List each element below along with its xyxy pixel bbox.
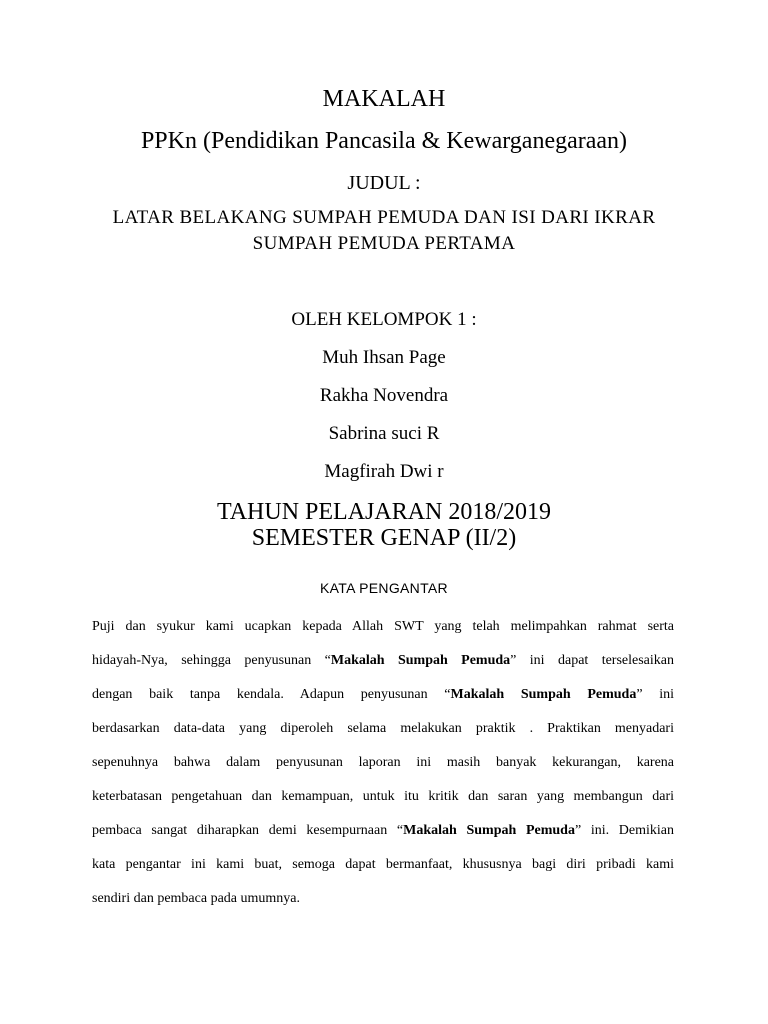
foreword-line: sendiri dan pembaca pada umumnya.: [92, 891, 300, 906]
group-label: OLEH KELOMPOK 1 :: [291, 309, 477, 330]
foreword-bold-text: Makalah Sumpah Pemuda: [403, 823, 575, 838]
academic-year: TAHUN PELAJARAN 2018/2019: [216, 499, 552, 525]
foreword-bold-text: Makalah Sumpah Pemuda: [450, 687, 637, 702]
foreword-line: Puji dan syukur kami ucapkan kepada Allah SWT yang telah melimpahkan rahmat serta: [92, 619, 674, 634]
semester: SEMESTER GENAP (II/2): [251, 525, 517, 551]
document-subject: PPKn (Pendidikan Pancasila & Kewarganegaraan): [140, 128, 628, 154]
foreword-line: berdasarkan data-data yang diperoleh selama melakukan praktik . Praktikan menyadari: [92, 721, 674, 736]
foreword-text: pembaca sangat diharapkan demi kesempurnaan “: [92, 823, 404, 838]
foreword-text: dengan baik tanpa kendala. Adapun penyusunan “: [92, 687, 451, 702]
judul-line: LATAR BELAKANG SUMPAH PEMUDA DAN ISI DARI IKRAR: [112, 207, 656, 228]
document-title: MAKALAH: [322, 86, 446, 112]
judul-label: JUDUL :: [347, 172, 421, 194]
judul-line: SUMPAH PEMUDA PERTAMA: [252, 233, 516, 254]
foreword-text: ” ini dapat terselesaikan: [510, 653, 674, 668]
group-member: Sabrina suci R: [328, 423, 440, 444]
foreword-heading: KATA PENGANTAR: [320, 580, 448, 596]
foreword-line: keterbatasan pengetahuan dan kemampuan, untuk itu kritik dan saran yang membangun dari: [92, 789, 674, 804]
foreword-text: hidayah-Nya, sehingga penyusunan “: [92, 653, 331, 668]
foreword-line: [92, 685, 674, 719]
group-member: Muh Ihsan Page: [322, 347, 446, 368]
group-member: Magfirah Dwi r: [324, 461, 444, 482]
group-member: Rakha Novendra: [319, 385, 449, 406]
foreword-paragraph: [92, 617, 674, 923]
foreword-text: ” ini: [636, 687, 674, 702]
foreword-line: sepenuhnya bahwa dalam penyusunan laporan ini masih banyak kekurangan, karena: [92, 755, 674, 770]
foreword-line: [92, 651, 674, 685]
foreword-text: ” ini. Demikian: [574, 823, 674, 838]
foreword-bold-text: Makalah Sumpah Pemuda: [330, 653, 511, 668]
foreword-line: kata pengantar ini kami buat, semoga dapat bermanfaat, khususnya bagi diri pribadi kami: [92, 857, 674, 872]
foreword-line: [92, 821, 674, 855]
